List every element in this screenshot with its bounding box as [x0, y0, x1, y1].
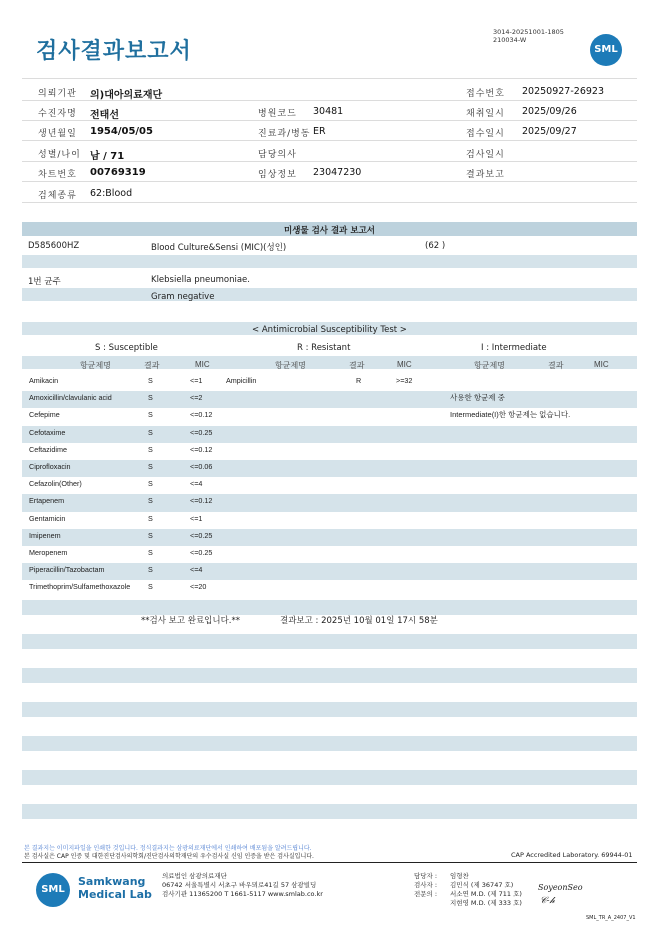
ast-column-header: 결과	[144, 361, 160, 370]
band-row	[22, 804, 637, 819]
label-mid-2: 담당의사	[258, 150, 297, 160]
label-right-1: 채취일시	[466, 109, 505, 119]
ast-title: < Antimicrobial Susceptibility Test >	[252, 325, 407, 335]
drug-result: S	[148, 376, 153, 385]
ast-column-header: 항균제명	[275, 361, 306, 370]
drug-result: S	[148, 530, 153, 540]
band-row	[22, 770, 637, 785]
value-left-4: 00769319	[90, 167, 146, 178]
footer-sml-logo: SML	[36, 873, 70, 907]
staff-row	[414, 890, 522, 899]
label-left-0: 의뢰기관	[38, 89, 77, 99]
drug-name: Amikacin	[29, 376, 59, 385]
drug-result: S	[148, 462, 153, 471]
label-left-5: 검체종류	[38, 191, 77, 201]
drug-mic: <=0.12	[190, 410, 213, 420]
drug-name: Gentamicin	[29, 513, 66, 523]
micro-section-title: 미생물 검사 결과 보고서	[284, 226, 375, 236]
legend-susceptible: S : Susceptible	[95, 343, 158, 353]
footer-brand: Samkwang Medical Lab	[78, 875, 152, 901]
drug-result: S	[148, 479, 153, 489]
drug-result: S	[148, 444, 153, 454]
drug-mic: <=4	[190, 479, 203, 489]
staff-row	[414, 872, 522, 881]
staff-label: 담당자 :	[414, 872, 438, 880]
organism-label: 1번 균주	[28, 277, 61, 287]
drug-name: Cefazolin(Other)	[29, 479, 82, 489]
value-left-3: 남 / 71	[90, 151, 125, 162]
drug-result: S	[148, 565, 153, 575]
drug-name: Ciprofloxacin	[29, 462, 71, 471]
legend-resistant: R : Resistant	[297, 343, 351, 353]
drug-mic: <=0.12	[190, 496, 213, 506]
drug-name: Ceftazidime	[29, 444, 67, 454]
value-left-1: 전태선	[90, 110, 119, 121]
value-mid-0: 30481	[313, 106, 344, 117]
drug-mic: <=2	[190, 393, 203, 403]
signature: SoyeonSeo	[538, 883, 583, 892]
drug-name: Imipenem	[29, 530, 61, 540]
ast-column-header: 항균제명	[474, 361, 505, 370]
drug-mic: <=20	[190, 582, 207, 592]
ast-column-header: MIC	[397, 360, 412, 369]
band-row	[22, 356, 637, 369]
organism-name: Klebsiella pneumoniae.	[151, 275, 250, 285]
staff-value: 김민식 (제 36747 호)	[450, 881, 514, 889]
value-right-2: 2025/09/27	[522, 126, 577, 137]
staff-label: 전문의 :	[414, 890, 438, 898]
band-row	[22, 563, 637, 580]
value-left-0: 의)대아의료재단	[90, 90, 163, 101]
footer-org-info: 의료법인 삼광의료재단 06742 서울특별시 서초구 바우뫼로41길 57 삼광빌딩 검사기관 11365200 T 1661-5117 www.smlab.co.kr	[162, 872, 323, 898]
drug-name: Cefepime	[29, 410, 60, 420]
label-right-4: 결과보고	[466, 170, 505, 180]
drug-mic: <=1	[190, 513, 203, 523]
staff-label	[414, 899, 450, 908]
test-number: (62 )	[425, 241, 446, 251]
drug-mic: >=32	[396, 376, 413, 385]
document-id: 3014-20251001-1805 210034-W	[493, 28, 564, 44]
drug-result: S	[148, 496, 153, 506]
signature-2: 𝒞-𝒽	[540, 896, 555, 906]
band-row	[22, 529, 637, 546]
drug-mic: <=0.06	[190, 462, 213, 471]
drug-result: S	[148, 582, 153, 592]
band-row	[22, 668, 637, 683]
label-right-2: 접수일시	[466, 129, 505, 139]
label-mid-1: 진료과/병동	[258, 129, 311, 139]
legend-intermediate: I : Intermediate	[481, 343, 547, 353]
note-line-2: Intermediate(I)한 항균제는 없습니다.	[450, 410, 571, 419]
drug-mic: <=1	[190, 376, 203, 385]
band-row	[22, 494, 637, 511]
value-right-1: 2025/09/26	[522, 106, 577, 117]
band-row	[22, 391, 637, 408]
band-row	[22, 702, 637, 717]
label-right-0: 접수번호	[466, 89, 505, 99]
form-code: SML_TR_A_2407_V1	[586, 915, 636, 921]
drug-mic: <=0.12	[190, 444, 213, 454]
header-row-divider	[22, 181, 637, 182]
footer-note-black: 본 검사실은 CAP 인증 및 대한진단검사의학회/진단검사의학재단의 우수검사실 신임 인증을 받은 검사실입니다.	[24, 853, 314, 860]
report-complete: **검사 보고 완료입니다.**	[141, 616, 241, 626]
header-top-divider	[22, 78, 637, 79]
sml-logo: SML	[590, 34, 622, 66]
band-row	[22, 460, 637, 477]
staff-row	[414, 881, 522, 890]
header-row-divider	[22, 202, 637, 203]
footer-divider	[22, 862, 637, 863]
value-right-0: 20250927-26923	[522, 86, 605, 97]
value-mid-3: 23047230	[313, 167, 362, 178]
drug-mic: <=0.25	[190, 548, 213, 557]
label-left-2: 생년월일	[38, 129, 77, 139]
label-mid-3: 임상정보	[258, 170, 297, 180]
label-mid-0: 병원코드	[258, 109, 297, 119]
drug-name: Ampicillin	[226, 376, 257, 385]
drug-mic: <=0.25	[190, 427, 213, 437]
drug-mic: <=0.25	[190, 530, 213, 540]
drug-result: S	[148, 548, 153, 557]
drug-name: Ertapenem	[29, 496, 65, 506]
test-name: Blood Culture&Sensi (MIC)(성인)	[151, 243, 287, 253]
band-row	[22, 288, 637, 301]
cap-accreditation: CAP Accredited Laboratory. 69944-01	[511, 851, 633, 859]
drug-result: S	[148, 427, 153, 437]
footer-note-blue: 본 결과지는 이미지파일을 인쇄한 것입니다. 정식결과지는 삼광의료재단에서 인쇄하여 배포됨을 알려드립니다.	[24, 845, 312, 852]
ast-column-header: 결과	[349, 361, 365, 370]
value-left-2: 1954/05/05	[90, 126, 153, 137]
drug-name: Piperacillin/Tazobactam	[29, 565, 105, 575]
band-row	[22, 426, 637, 443]
staff-label: 검사자 :	[414, 881, 438, 889]
page-title: 검사결과보고서	[36, 39, 192, 64]
staff-row	[414, 899, 522, 908]
value-left-5: 62:Blood	[90, 188, 133, 199]
label-right-3: 검사일시	[466, 150, 505, 160]
test-code: D585600HZ	[28, 241, 80, 251]
drug-name: Amoxicillin/clavulanic acid	[29, 393, 112, 403]
drug-result: S	[148, 513, 153, 523]
drug-name: Cefotaxime	[29, 427, 66, 437]
band-row	[22, 255, 637, 268]
band-row	[22, 600, 637, 615]
label-left-1: 수진자명	[38, 109, 77, 119]
label-left-3: 성별/나이	[38, 150, 81, 160]
footer-staff	[414, 872, 522, 908]
gram-stain: Gram negative	[151, 292, 215, 302]
drug-result: R	[356, 376, 362, 385]
value-mid-1: ER	[313, 126, 326, 137]
ast-column-header: 결과	[548, 361, 564, 370]
header-row-divider	[22, 140, 637, 141]
ast-column-header: MIC	[195, 360, 210, 369]
staff-value: 임형찬	[450, 872, 469, 880]
ast-column-header: 항균제명	[80, 361, 111, 370]
label-left-4: 차트번호	[38, 170, 77, 180]
drug-name: Meropenem	[29, 548, 68, 557]
ast-column-header: MIC	[594, 360, 609, 369]
drug-result: S	[148, 410, 153, 420]
staff-value: 서소연 M.D. (제 711 호)	[450, 890, 522, 898]
band-row	[22, 736, 637, 751]
band-row	[22, 634, 637, 649]
staff-value: 지현영 M.D. (제 333 호)	[450, 899, 522, 907]
drug-result: S	[148, 393, 153, 403]
drug-mic: <=4	[190, 565, 203, 575]
note-line-1: 사용한 항균제 중	[450, 393, 505, 402]
report-time: 결과보고 : 2025년 10월 01일 17시 58분	[280, 616, 438, 626]
drug-name: Trimethoprim/Sulfamethoxazole	[29, 582, 131, 592]
